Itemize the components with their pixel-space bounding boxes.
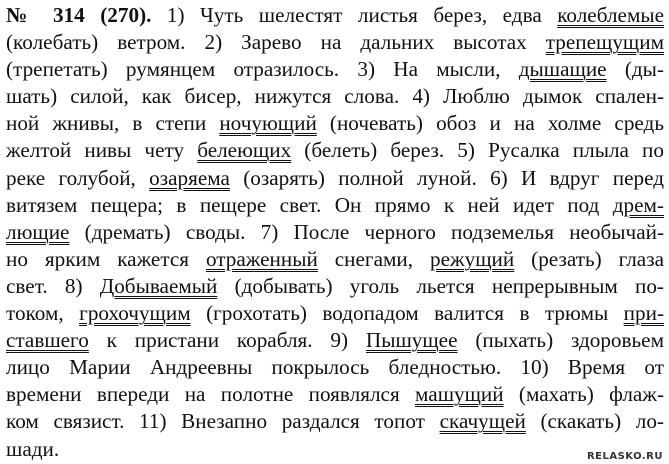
text-segment: шади. — [6, 436, 60, 461]
underlined-participle: дышащие — [518, 57, 607, 82]
text-segment: (резать) глаза — [514, 246, 664, 271]
text-line — [6, 165, 664, 192]
text-segment: (белеть) берез. 5) Русалка плыла по — [291, 138, 664, 163]
text-segment: (махать) флаж- — [503, 382, 664, 407]
exercise-number: № 314 (270). — [6, 3, 152, 27]
text-line — [6, 246, 664, 273]
underlined-participle: машущий — [415, 382, 504, 407]
text-line — [6, 273, 664, 300]
text-segment: (дремать) своды. 7) После черного подземелья необычай- — [69, 219, 664, 244]
underlined-participle: ночующий — [219, 111, 317, 136]
text-segment: шать) силой, как бисер, нижутся слова. 4) Люблю дымок спален- — [6, 84, 664, 109]
underlined-participle: Добываемый — [99, 273, 218, 298]
text-line — [6, 83, 664, 110]
watermark: RELASKO.RU — [586, 451, 663, 462]
underlined-participle: дрем- — [612, 192, 664, 217]
text-segment: ком связист. 11) Внезапно раздался топот — [6, 409, 440, 434]
text-line — [6, 354, 664, 381]
text-segment: (пыхать) здоровьем — [457, 328, 664, 353]
text-segment: (грохотать) водопадом валится в трюмы — [190, 301, 624, 326]
text-segment: (озарять) полной луной. 6) И вдруг перед — [229, 165, 664, 190]
exercise-text — [6, 2, 664, 463]
underlined-participle: при- — [623, 301, 664, 326]
text-segment: (трепетать) румянцем отразилось. 3) На мысли, — [6, 57, 519, 82]
underlined-participle: Пышущее — [365, 328, 458, 353]
text-segment: времени впереди на полотне появлялся — [6, 382, 416, 407]
text-line — [6, 56, 664, 83]
underlined-participle: колеблемые — [557, 3, 664, 27]
text-line — [6, 110, 664, 137]
text-line — [6, 29, 664, 56]
text-segment: желтой нивы чету — [6, 138, 198, 163]
text-segment: лицо Марии Андреевны покрылось бледностью. 10) Время от — [6, 355, 664, 380]
underlined-participle: отраженный — [205, 246, 318, 271]
text-segment: ной жнивы, в степи — [6, 111, 220, 136]
text-segment: к пристани корабля. 9) — [88, 328, 366, 353]
text-line — [6, 381, 664, 408]
underlined-participle: грохочущим — [79, 301, 191, 326]
underlined-participle: озаряема — [149, 165, 230, 190]
text-segment: (колебать) ветром. 2) Зарево на дальних высотах — [6, 30, 546, 55]
text-line — [6, 436, 664, 463]
text-segment: реке голубой, — [6, 165, 150, 190]
text-segment: током, — [6, 301, 80, 326]
text-segment: (добывать) уголь льется непрерывным по- — [217, 273, 664, 298]
text-segment: (ночевать) обоз и на холме средь — [316, 111, 664, 136]
underlined-participle: лющие — [6, 219, 70, 244]
text-line — [6, 327, 664, 354]
underlined-participle: режущий — [429, 246, 515, 271]
text-line — [6, 137, 664, 164]
text-segment: снегами, — [317, 246, 430, 271]
text-line — [6, 300, 664, 327]
text-line — [6, 2, 664, 29]
text-segment: свет. 8) — [6, 273, 100, 298]
underlined-participle: трепещущим — [545, 30, 664, 55]
text-line — [6, 192, 664, 219]
underlined-participle: белеющих — [197, 138, 292, 163]
text-line — [6, 408, 664, 435]
underlined-participle: скачущей — [439, 409, 526, 434]
text-segment: (скакать) ло- — [525, 409, 664, 434]
text-line — [6, 219, 664, 246]
text-segment: (ды- — [606, 57, 664, 82]
text-segment: но ярким кажется — [6, 246, 206, 271]
text-segment: 1) Чуть шелестят листья берез, едва — [151, 3, 558, 27]
underlined-participle: ставшего — [6, 328, 89, 353]
text-segment: витязем пещера; в пещере свет. Он прямо к ней идет под — [6, 192, 613, 217]
